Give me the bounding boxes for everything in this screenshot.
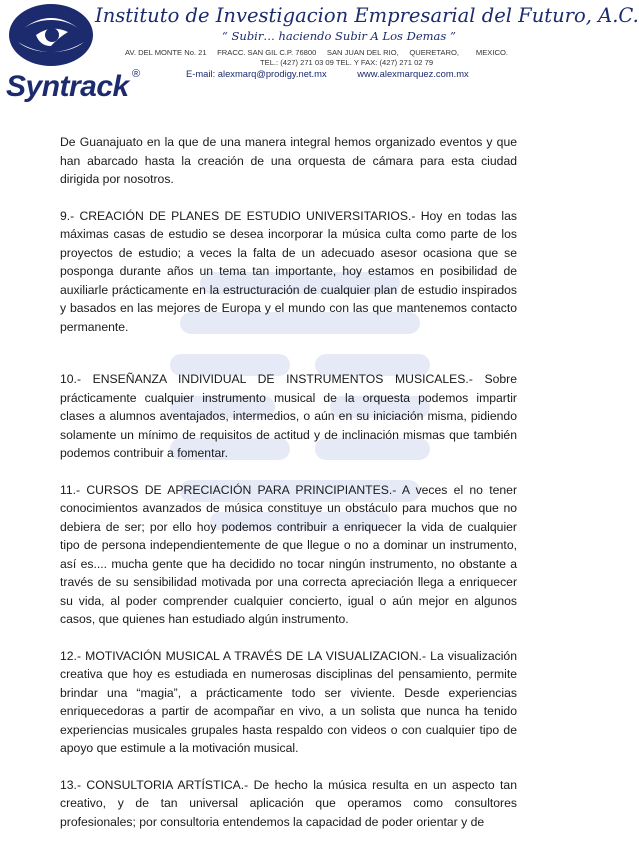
paragraph-item-9: 9.- CREACIÓN DE PLANES DE ESTUDIO UNIVERSITARIOS.- Hoy en todas las máximas casas de estudio se desea incorporar la música culta como parte de los proyectos de estudio; a veces la falta de un adecuado asesor ocasiona que se posponga durante años un tema tan importante, hoy estamos en posibilidad de auxiliarle prácticamente en la estructuración de cualquier plan de estudio inspirados y basados en las mejores de Europa y el mundo con las que mantenemos contacto permanente.	[60, 208, 517, 334]
paragraph-item-10: 10.- ENSEÑANZA INDIVIDUAL DE INSTRUMENTOS MUSICALES.- Sobre prácticamente cualquier instrumento musical de la orquesta podemos impartir clases a alumnos aventajados, intermedios, o aún en su iniciación misma, pidiendo solamente un mínimo de requisitos de actitud y de inclinación mismas que también podemos contribuir a fomentar.	[60, 372, 517, 460]
address-city: SAN JUAN DEL RIO,	[326, 48, 399, 57]
paragraph-item-11: 11.- CURSOS DE APRECIACIÓN PARA PRINCIPIANTES.- A veces el no tener conocimientos avanzados de música constituye un obstáculo para muchos que no debiera de ser; por ello hoy podemos contribuir a enriquecer la vida de cualquier tipo de persona independientemente de que llegue o no a dominar un instrumento, así es.... mucha gente que ha decidido no tocar ningún instrumento, no obstante a través de su sensibilidad motivada por una correcta apreciación llega a enriquecer su vida, al poder comprender cualquier concierto, igual o aún mejor en algunos casos, que quienes han estudiado algún instrumento.	[60, 482, 517, 626]
contact-line	[186, 68, 469, 79]
syntrack-logo-icon	[6, 2, 96, 68]
brand-name: Syntrack	[6, 70, 129, 103]
email-address[interactable]: E-mail: alexmarq@prodigy.net.mx	[186, 68, 327, 79]
slogan: “ Subir… haciendo Subir A Los Demas ”	[222, 29, 456, 43]
address-country: MEXICO.	[475, 48, 508, 57]
website-link[interactable]: www.alexmarquez.com.mx	[357, 68, 469, 79]
paragraph-intro: De Guanajuato en la que de una manera integral hemos organizado eventos y que han abarcado hasta la creación de una orquesta de cámara para esta ciudad dirigida por nosotros.	[60, 135, 517, 186]
registered-mark: ®	[132, 68, 141, 80]
phone-line: TEL.: (427) 271 03 09 TEL. Y FAX: (427) 271 02 79	[260, 58, 434, 67]
letter-body	[60, 133, 517, 849]
address-line	[125, 48, 508, 57]
address-street: AV. DEL MONTE No. 21	[125, 48, 207, 57]
paragraph-item-13: 13.- CONSULTORIA ARTÍSTICA.- De hecho la música resulta en un aspecto tan creativo, y de tan universal aplicación que operamos como consultores profesionales; por consultoria entendemos la capacidad de poder orientar y de	[60, 777, 517, 829]
address-colony: FRACC. SAN GIL C.P. 76800	[217, 48, 317, 57]
paragraph-item-12: 12.- MOTIVACIÓN MUSICAL A TRAVÉS DE LA VISUALIZACION.- La visualización creativa que hoy es estudiada en numerosas disciplinas del pensamiento, permite brindar una “magia”, a prácticamente todo ser viviente. Desde experiencias enriquecedoras a partir de acompañar en vivo, a un solista que nunca ha tenido experiencias musicales grupales hasta respaldo con videos o con cualquier tipo de apoyo que estimule a la motivación musical.	[60, 648, 517, 755]
institute-title: Instituto de Investigacion Empresarial del Futuro, A.C.	[95, 4, 639, 27]
address-state: QUERETARO,	[409, 48, 459, 57]
